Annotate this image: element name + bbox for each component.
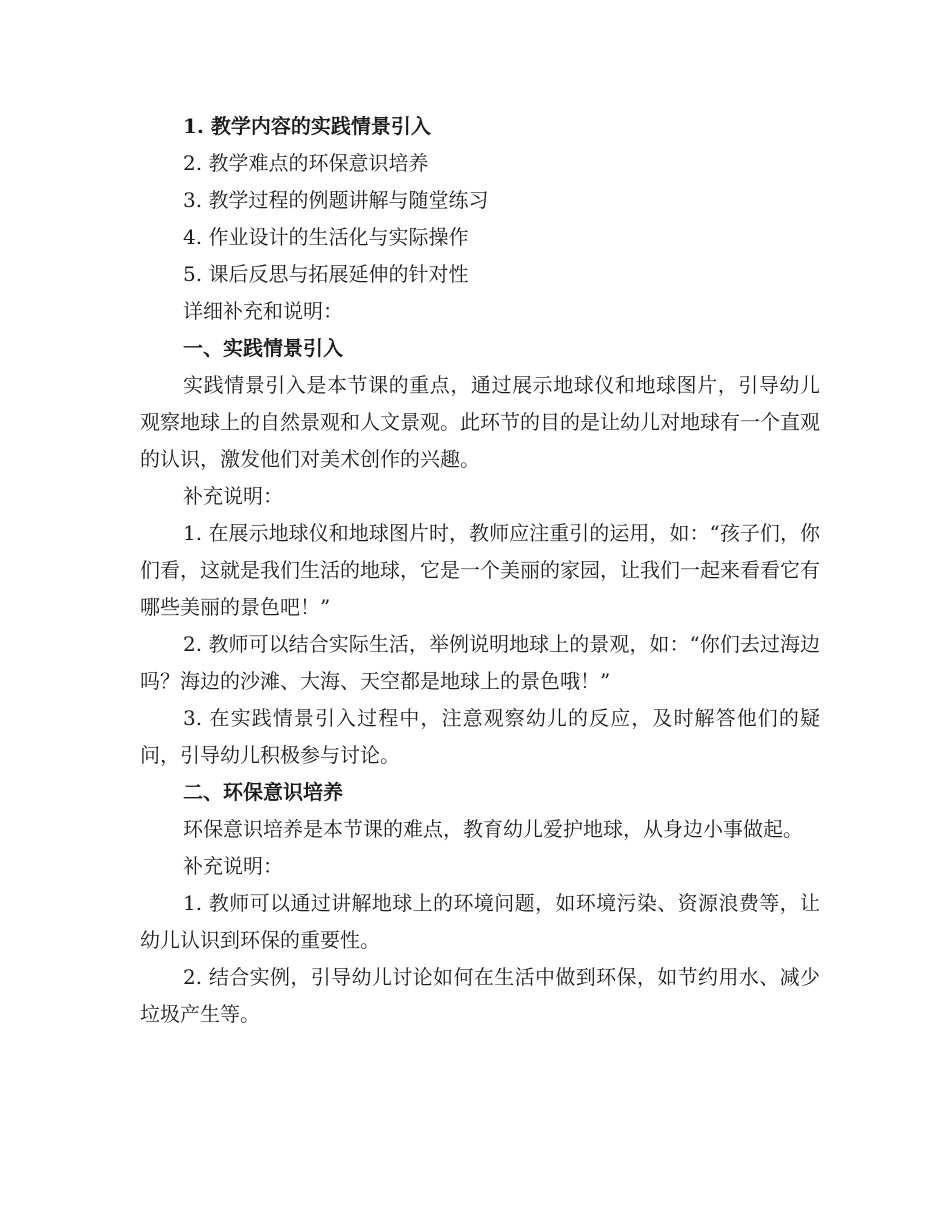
section-2-body: 环保意识培养是本节课的难点，教育幼儿爱护地球，从身边小事做起。: [183, 817, 803, 841]
section-1-heading: 一、实践情景引入: [183, 336, 343, 360]
section-2-point-1: 1. 教师可以通过讲解地球上的环境问题，如环境污染、资源浪费等，让幼儿认识到环保的重要性。: [140, 891, 820, 952]
section-1-supplement-label: 补充说明：: [183, 484, 283, 508]
outline-item-4: 4. 作业设计的生活化与实际操作: [183, 225, 469, 249]
section-1-point-3: 3. 在实践情景引入过程中，注意观察幼儿的反应，及时解答他们的疑问，引导幼儿积极参与讨论。: [140, 706, 820, 767]
intro-label: 详细补充和说明：: [183, 299, 343, 323]
outline-item-3: 3. 教学过程的例题讲解与随堂练习: [183, 188, 489, 212]
outline-item-1: 1. 教学内容的实践情景引入: [183, 114, 431, 138]
section-2-point-2: 2. 结合实例，引导幼儿讨论如何在生活中做到环保，如节约用水、减少垃圾产生等。: [140, 965, 820, 1026]
section-1-body: 实践情景引入是本节课的重点，通过展示地球仪和地球图片，引导幼儿观察地球上的自然景观和人文景观。此环节的目的是让幼儿对地球有一个直观的认识，激发他们对美术创作的兴趣。: [140, 373, 820, 471]
section-2-supplement-label: 补充说明：: [183, 854, 283, 878]
section-1-point-1: 1. 在展示地球仪和地球图片时，教师应注重引的运用，如：“孩子们，你们看，这就是我们生活的地球，它是一个美丽的家园，让我们一起来看看它有哪些美丽的景色吧！”: [140, 521, 820, 619]
section-2-heading: 二、环保意识培养: [183, 780, 343, 804]
outline-item-2: 2. 教学难点的环保意识培养: [183, 151, 429, 175]
outline-item-5: 5. 课后反思与拓展延伸的针对性: [183, 262, 469, 286]
section-1-point-2: 2. 教师可以结合实际生活，举例说明地球上的景观，如：“你们去过海边吗？海边的沙滩、大海、天空都是地球上的景色哦！”: [140, 632, 820, 693]
document-page: [140, 108, 820, 1033]
